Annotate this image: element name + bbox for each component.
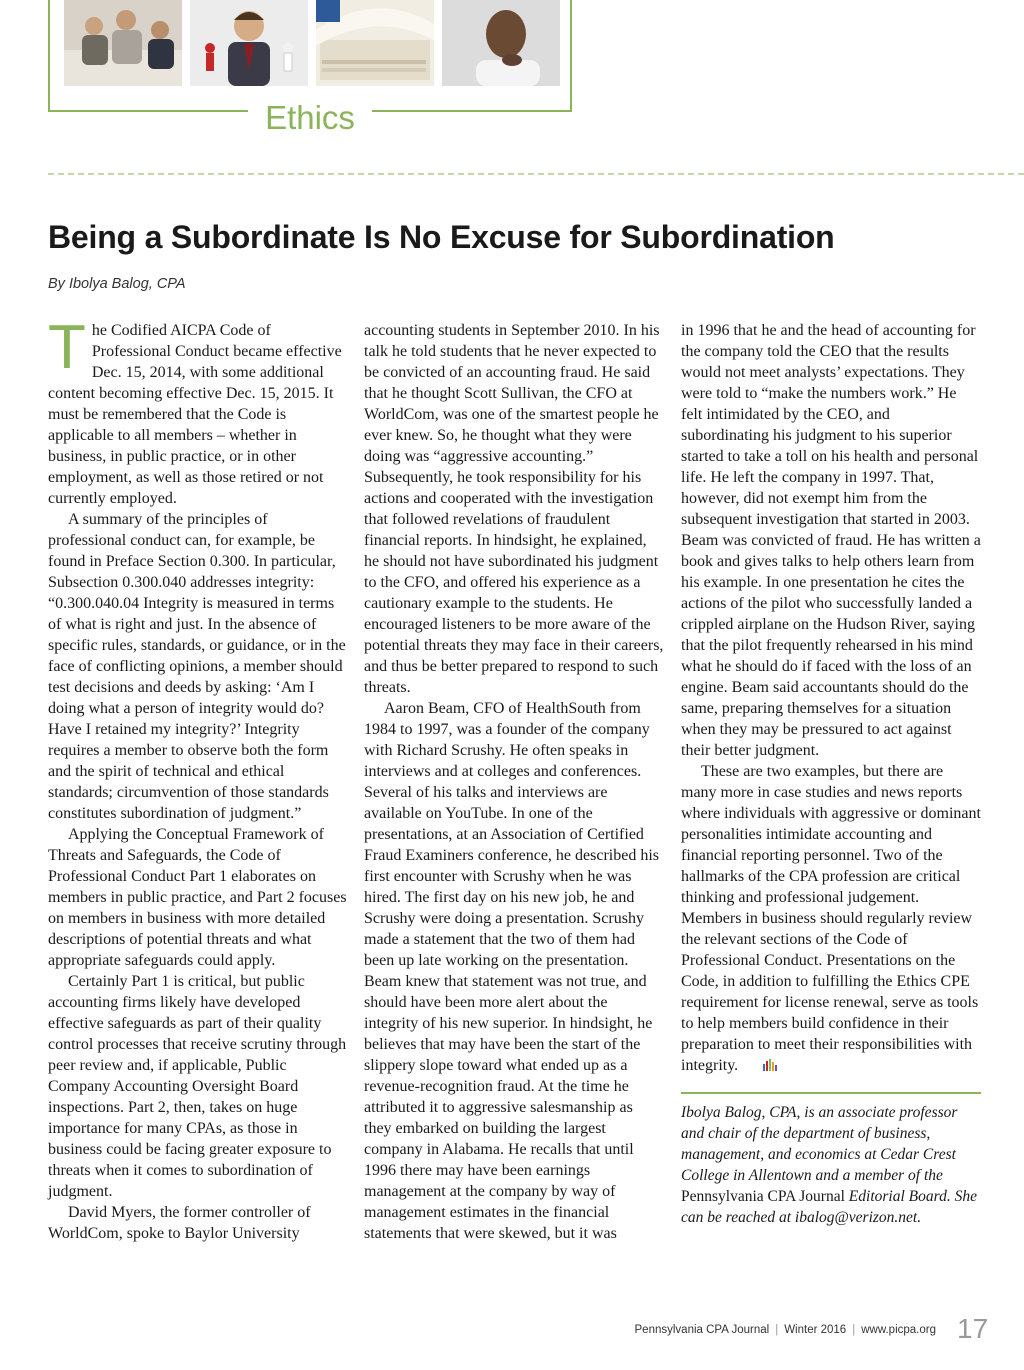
paragraph bbox=[681, 761, 981, 1078]
page-number: 17 bbox=[957, 1313, 989, 1344]
bio-divider bbox=[681, 1092, 981, 1094]
photo-angel-devil bbox=[190, 0, 308, 86]
section-label: Ethics bbox=[248, 96, 372, 140]
paragraph: Applying the Conceptual Framework of Threats and Safeguards, the Code of Professional Conduct Part 1 elaborates on members in public practice, and Part 2 focuses on members in business with more detailed descriptions of potential threats and what appropriate safeguards could apply. bbox=[48, 826, 347, 969]
article-column-2 bbox=[364, 320, 664, 1244]
author-bio: Ibolya Balog, CPA, is an associate professor and chair of the department of business, management, and economics at Cedar Crest College in Allentown and a member of the Pennsylvania CPA Journal Editorial Board. She can be reached at ibalog@verizon.net. bbox=[681, 1104, 977, 1226]
footer-journal: Pennsylvania CPA Journal bbox=[634, 1324, 770, 1336]
paragraph: Aaron Beam, CFO of HealthSouth from 1984 to 1997, was a founder of the company with Richard Scrushy. He often speaks in interviews and at colleges and conferences. Several of his talks and interviews are available on YouTube. In one of the presentations, at an Association of Certified Fraud Examiners conference, he described his first encounter with Scrushy when he was hired. The first day on his new job, he and Scrushy were doing a presentation. Scrushy made a statement that the two of them had been up late working on the presentation. Beam knew that statement was not true, and should have been more alert about the integrity of his new superior. In hindsight, he believes that may have been the start of the slippery slope toward what ended up as a revenue-recognition fraud. At the time he attributed it to aggressive salesmanship as they embarked on building the largest company in Alabama. He recalls that until 1996 there may have been earnings management at the company by way of management estimates in the financial statements that were skewed, but it was bbox=[364, 700, 659, 1242]
paragraph: Certainly Part 1 is critical, but public accounting firms likely have developed effective safeguards as part of their quality control processes that receive scrutiny through peer review and, if applicable, Public Company Accounting Oversight Board inspections. Part 2, then, takes on huge importance for many CPAs, as those in business could be facing greater exposure to threats when it comes to subordination of judgment. bbox=[48, 973, 347, 1200]
photo-documents bbox=[316, 0, 434, 86]
article-headline: Being a Subordinate Is No Excuse for Subordination bbox=[48, 219, 835, 255]
paragraph: David Myers, the former controller of WorldCom, spoke to Baylor University bbox=[48, 1204, 311, 1242]
footer-issue: Winter 2016 bbox=[784, 1324, 847, 1336]
article-byline: By Ibolya Balog, CPA bbox=[48, 276, 186, 292]
paragraph: accounting students in September 2010. In his talk he told students that he never expected to be convicted of an accounting fraud. He said that he thought Scott Sullivan, the CFO at WorldCom, was one of the smartest people he ever knew. So, he thought what they were doing was “aggressive accounting.” Subsequently, he took responsibility for his actions and cooperated with the investigation that followed revelations of fraudulent financial reports. In hindsight, he explained, he should not have subordinated his judgment to the CFO, and offered his experience as a cautionary example to the students. He encouraged listeners to be more aware of the potential threats they may face in their careers, and thus be better prepared to respond to such threats. bbox=[364, 322, 664, 696]
paragraph-text: he Codified AICPA Code of Professional Conduct became effective Dec. 15, 2014, with some additional content becoming effective Dec. 15, 2015. It must be remembered that the Code is applicable to all members – whether in business, in public practice, or in other employment, as well as those retired or not currently employed. bbox=[48, 322, 342, 507]
dashed-divider bbox=[48, 173, 1024, 175]
paragraph bbox=[48, 313, 348, 509]
footer-website: www.picpa.org bbox=[861, 1324, 936, 1336]
photo-meeting bbox=[64, 0, 182, 86]
drop-cap: T bbox=[48, 313, 86, 382]
paragraph: A summary of the principles of professional conduct can, for example, be found in Preface Section 0.300. In particular, Subsection 0.300.040 addresses integrity: “0.300.040.04 Integrity is measured in terms of what is right and just. In the absence of specific rules, standards, or guidance, or in the face of conflicting opinions, a member should test decisions and deeds by asking: ‘Am I doing what a person of integrity would do? Have I retained my integrity?’ Integrity requires a member to observe both the form and the spirit of technical and ethical standards; circumvention of those standards constitutes subordination of judgment.” bbox=[48, 511, 346, 822]
article-column-1 bbox=[48, 313, 348, 1244]
end-of-article-icon bbox=[742, 1057, 778, 1078]
article-column-3 bbox=[681, 320, 981, 1228]
paragraph: in 1996 that he and the head of accounting for the company told the CEO that the results would not meet analysts’ expectations. They were told to “make the numbers work.” He felt intimidated by the CEO, and subordinating his judgment to his superior started to take a toll on his health and personal life. He left the company in 1997. That, however, did not exempt him from the subsequent investigation that started in 2003. Beam was convicted of fraud. He has written a book and gives talks to help others learn from his example. In one presentation he cites the actions of the pilot who successfully landed a crippled airplane on the Hudson River, saying that the pilot frequently rehearsed in his mind what he should do if faced with the loss of an engine. Beam said accountants should do the same, preparing themselves for a situation when they may be pressured to act against their better judgment. bbox=[681, 322, 981, 759]
photo-thinking-man bbox=[442, 0, 560, 86]
page-footer: Pennsylvania CPA Journal | Winter 2016 | www.picpa.org bbox=[634, 1324, 936, 1336]
paragraph-text: These are two examples, but there are many more in case studies and news reports where individuals with aggressive or dominant personalities intimidate accounting and financial reporting personnel. Two of the hallmarks of the CPA profession are critical thinking and professional judgement. Members in business should regularly review the relevant sections of the Code of Professional Conduct. Presentations on the Code, in addition to fulfilling the Ethics CPE requirement for license renewal, serve as tools to help members build confidence in their preparation to meet their responsibilities with integrity. bbox=[681, 763, 981, 1074]
